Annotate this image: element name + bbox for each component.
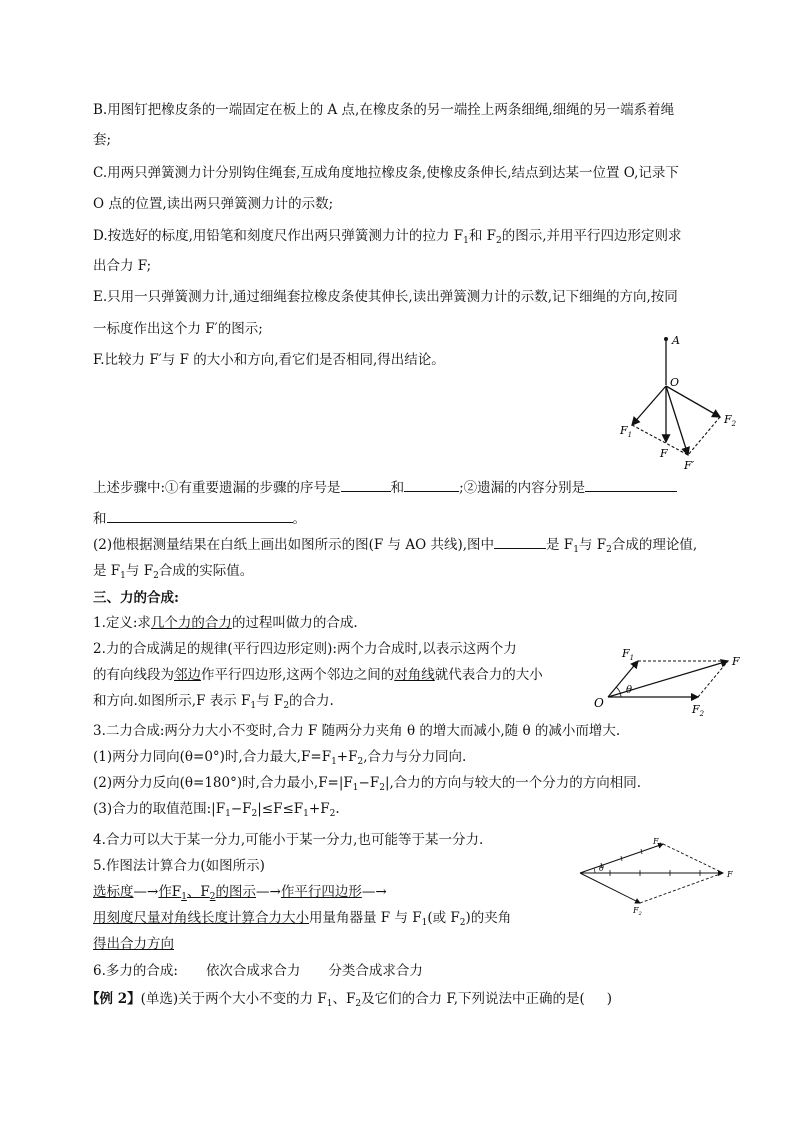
text: 和方向.如图所示,F 表示 F bbox=[93, 693, 251, 709]
step-d-line2: 出合力 F; bbox=[93, 258, 152, 274]
subscript: 2 bbox=[459, 918, 466, 928]
flow-step: 、F bbox=[186, 884, 210, 900]
question-text: 。 bbox=[292, 511, 306, 527]
graph-method-line: 5.作图法计算合力(如图所示) bbox=[93, 858, 265, 874]
answer-blank[interactable] bbox=[404, 478, 459, 492]
question-text: 是 F bbox=[93, 563, 121, 579]
subscript: 2 bbox=[283, 701, 290, 711]
text: 及它们的合力 F,下列说法中正确的是( bbox=[361, 991, 585, 1007]
label-f: F bbox=[732, 655, 740, 668]
question-text: 合成的理论值, bbox=[611, 537, 698, 553]
step-b-line1: B.用图钉把橡皮条的一端固定在板上的 A 点,在橡皮条的另一端拴上两条细绳,细绳的另一端系着绳 bbox=[93, 102, 675, 118]
flow-step: 作F bbox=[158, 884, 182, 900]
question-line2 bbox=[93, 509, 306, 528]
label-f-prime: F′ bbox=[684, 459, 695, 472]
parallelogram-figure bbox=[590, 645, 750, 720]
rule-line1: 2.力的合成满足的规律(平行四边形定则):两个力合成时,以表示这两个力 bbox=[93, 641, 517, 657]
subscript: 1 bbox=[331, 757, 337, 767]
example-label: 【例 2】 bbox=[86, 991, 141, 1007]
flow-line1 bbox=[93, 883, 387, 906]
step-e-line2: 一标度作出这个力 F′的图示; bbox=[93, 321, 263, 337]
two-force-line: 3.二力合成:两分力大小不变时,合力 F 随两分力夹角 θ 的增大而减小,随 θ 的减小而增大. bbox=[93, 723, 621, 739]
answer-blank[interactable] bbox=[494, 535, 546, 549]
answer-blank[interactable] bbox=[341, 478, 391, 492]
text: 的有向线段为 bbox=[93, 667, 174, 683]
answer-blank[interactable] bbox=[585, 478, 677, 492]
label-f1: $F_1$ bbox=[622, 647, 635, 662]
text: 1.定义:求 bbox=[93, 615, 151, 631]
text: (或 F bbox=[427, 910, 460, 926]
opposite-direction-line bbox=[93, 774, 641, 797]
label-f2: $F_2$ bbox=[724, 413, 737, 428]
subscript: 2 bbox=[209, 892, 216, 902]
subscript: 2 bbox=[606, 545, 612, 555]
flow-step: 用刻度尺量对角线长度计算合力大小 bbox=[93, 910, 309, 926]
label-f: F bbox=[727, 870, 733, 879]
multi-force-line bbox=[93, 962, 423, 980]
text: ) bbox=[606, 991, 613, 1007]
text: 的过程叫做力的合成. bbox=[231, 615, 358, 631]
step-c-line1: C.用两只弹簧测力计分别钩住绳套,互成角度地拉橡皮条,使橡皮条伸长,结点到达某一位置 O,记录下 bbox=[93, 165, 679, 181]
subscript: 2 bbox=[329, 809, 336, 819]
text: (1)两分力同向(θ=0°)时,合力最大,F=F bbox=[93, 749, 332, 765]
flow-step: 作平行四边形 bbox=[280, 884, 362, 900]
step-d-line1 bbox=[93, 227, 682, 250]
subscript: 2 bbox=[251, 809, 258, 819]
text: 6.多力的合成: bbox=[93, 963, 178, 979]
question-text: 和 bbox=[93, 511, 107, 527]
text: |≤F≤F bbox=[257, 801, 304, 817]
label-f1: $F_1$ bbox=[620, 424, 633, 439]
text: 、F bbox=[332, 991, 356, 1007]
question-line1 bbox=[93, 478, 677, 497]
step-b-line2: 套; bbox=[93, 132, 112, 148]
text: 作平行四边形,这两个邻边之间的 bbox=[201, 667, 395, 683]
text: )的夹角 bbox=[465, 910, 512, 926]
flow-arrow: —→ bbox=[361, 884, 387, 900]
subscript: 2 bbox=[153, 571, 159, 581]
rule-line2 bbox=[93, 666, 543, 684]
subscript: 1 bbox=[250, 701, 257, 711]
question-text: (2)他根据测量结果在白纸上画出如图所示的图(F 与 AO 共线),图中 bbox=[93, 537, 495, 553]
subscript: 1 bbox=[463, 236, 469, 246]
flow-line2 bbox=[93, 909, 511, 932]
subscript: 1 bbox=[573, 545, 579, 555]
label-o: O bbox=[670, 376, 680, 389]
label-o: O bbox=[594, 696, 604, 710]
question-line3 bbox=[93, 535, 697, 559]
text: 的合力. bbox=[289, 693, 334, 709]
subscript: 1 bbox=[225, 809, 231, 819]
question-line4 bbox=[93, 562, 253, 585]
step-e-line1: E.只用一只弹簧测力计,通过细绳套拉橡皮条使其伸长,读出弹簧测力计的示数,记下细绳的方向,按同 bbox=[93, 289, 678, 305]
text: 用量角器量 F 与 F bbox=[309, 910, 422, 926]
question-text: ;②遗漏的内容分别是 bbox=[459, 480, 586, 496]
subscript: 1 bbox=[303, 809, 309, 819]
graph-method-figure bbox=[575, 833, 745, 918]
text: |,合力的方向与较大的一个分力的方向相同. bbox=[384, 775, 642, 791]
question-text: 上述步骤中:①有重要遗漏的步骤的序号是 bbox=[93, 480, 341, 496]
rule-line3 bbox=[93, 692, 334, 715]
example-2-line bbox=[86, 990, 612, 1013]
text: +F bbox=[308, 801, 330, 817]
step-c-line2: O 点的位置,读出两只弹簧测力计的示数; bbox=[93, 196, 334, 212]
subscript: 2 bbox=[379, 783, 385, 793]
subscript: 1 bbox=[181, 892, 187, 902]
section-title: 三、力的合成: bbox=[93, 590, 179, 606]
step-d-text-a: D.按选好的标度,用铅笔和刻度尺作出两只弹簧测力计的拉力 F bbox=[93, 228, 464, 244]
label-f: F bbox=[660, 447, 668, 460]
text: (单选)关于两个大小不变的力 F bbox=[140, 991, 327, 1007]
text: 依次合成求合力 bbox=[205, 963, 301, 979]
definition-line bbox=[93, 614, 358, 632]
flow-arrow: —→ bbox=[256, 884, 281, 900]
subscript: 1 bbox=[421, 918, 428, 928]
underlined-term: 邻边 bbox=[174, 667, 201, 683]
text: −F bbox=[358, 775, 380, 791]
subscript: 2 bbox=[357, 757, 364, 767]
flow-step: 选标度 bbox=[93, 884, 134, 900]
subscript: 2 bbox=[355, 999, 362, 1009]
step-d-text-b: 和 F bbox=[468, 228, 496, 244]
flow-arrow: —→ bbox=[133, 884, 159, 900]
text: 就代表合力的大小 bbox=[434, 667, 543, 683]
subscript: 2 bbox=[496, 236, 502, 246]
text: +F bbox=[336, 749, 358, 765]
question-text: 和 bbox=[390, 480, 405, 496]
label-f2: $F_2$ bbox=[633, 906, 642, 917]
underlined-term: 几个力的合力 bbox=[150, 615, 232, 631]
subscript: 1 bbox=[352, 783, 359, 793]
question-text: 是 F bbox=[546, 537, 574, 553]
same-direction-line bbox=[93, 748, 466, 771]
step-f-line: F.比较力 F′与 F 的大小和方向,看它们是否相同,得出结论。 bbox=[93, 352, 445, 368]
question-text: 与 F bbox=[125, 563, 154, 579]
underlined-term: 对角线 bbox=[394, 667, 435, 683]
range-line bbox=[93, 800, 340, 823]
flow-line3: 得出合力方向 bbox=[93, 936, 174, 952]
text: 与 F bbox=[256, 693, 284, 709]
experiment-figure bbox=[610, 330, 750, 475]
step-d-text-c: 的图示,并用平行四边形定则求 bbox=[501, 228, 682, 244]
flow-step: 的图示 bbox=[215, 884, 257, 900]
answer-blank[interactable] bbox=[107, 509, 293, 523]
text: (3)合力的取值范围:|F bbox=[93, 801, 226, 817]
text: −F bbox=[230, 801, 252, 817]
label-a: A bbox=[672, 334, 680, 347]
text: . bbox=[335, 801, 340, 817]
text: ,合力与分力同向. bbox=[363, 749, 467, 765]
text: (2)两分力反向(θ=180°)时,合力最小,F=|F bbox=[93, 775, 353, 791]
label-theta: θ bbox=[626, 685, 633, 696]
subscript: 1 bbox=[326, 999, 333, 1009]
subscript: 1 bbox=[120, 571, 126, 581]
text: 分类合成求合力 bbox=[328, 963, 423, 979]
label-f1: $F_1$ bbox=[653, 837, 662, 848]
question-text: 与 F bbox=[578, 537, 607, 553]
question-text: 合成的实际值。 bbox=[158, 563, 254, 579]
label-f2: $F_2$ bbox=[692, 703, 705, 718]
comparison-line: 4.合力可以大于某一分力,可能小于某一分力,也可能等于某一分力. bbox=[93, 832, 484, 848]
label-theta: θ bbox=[599, 864, 604, 873]
